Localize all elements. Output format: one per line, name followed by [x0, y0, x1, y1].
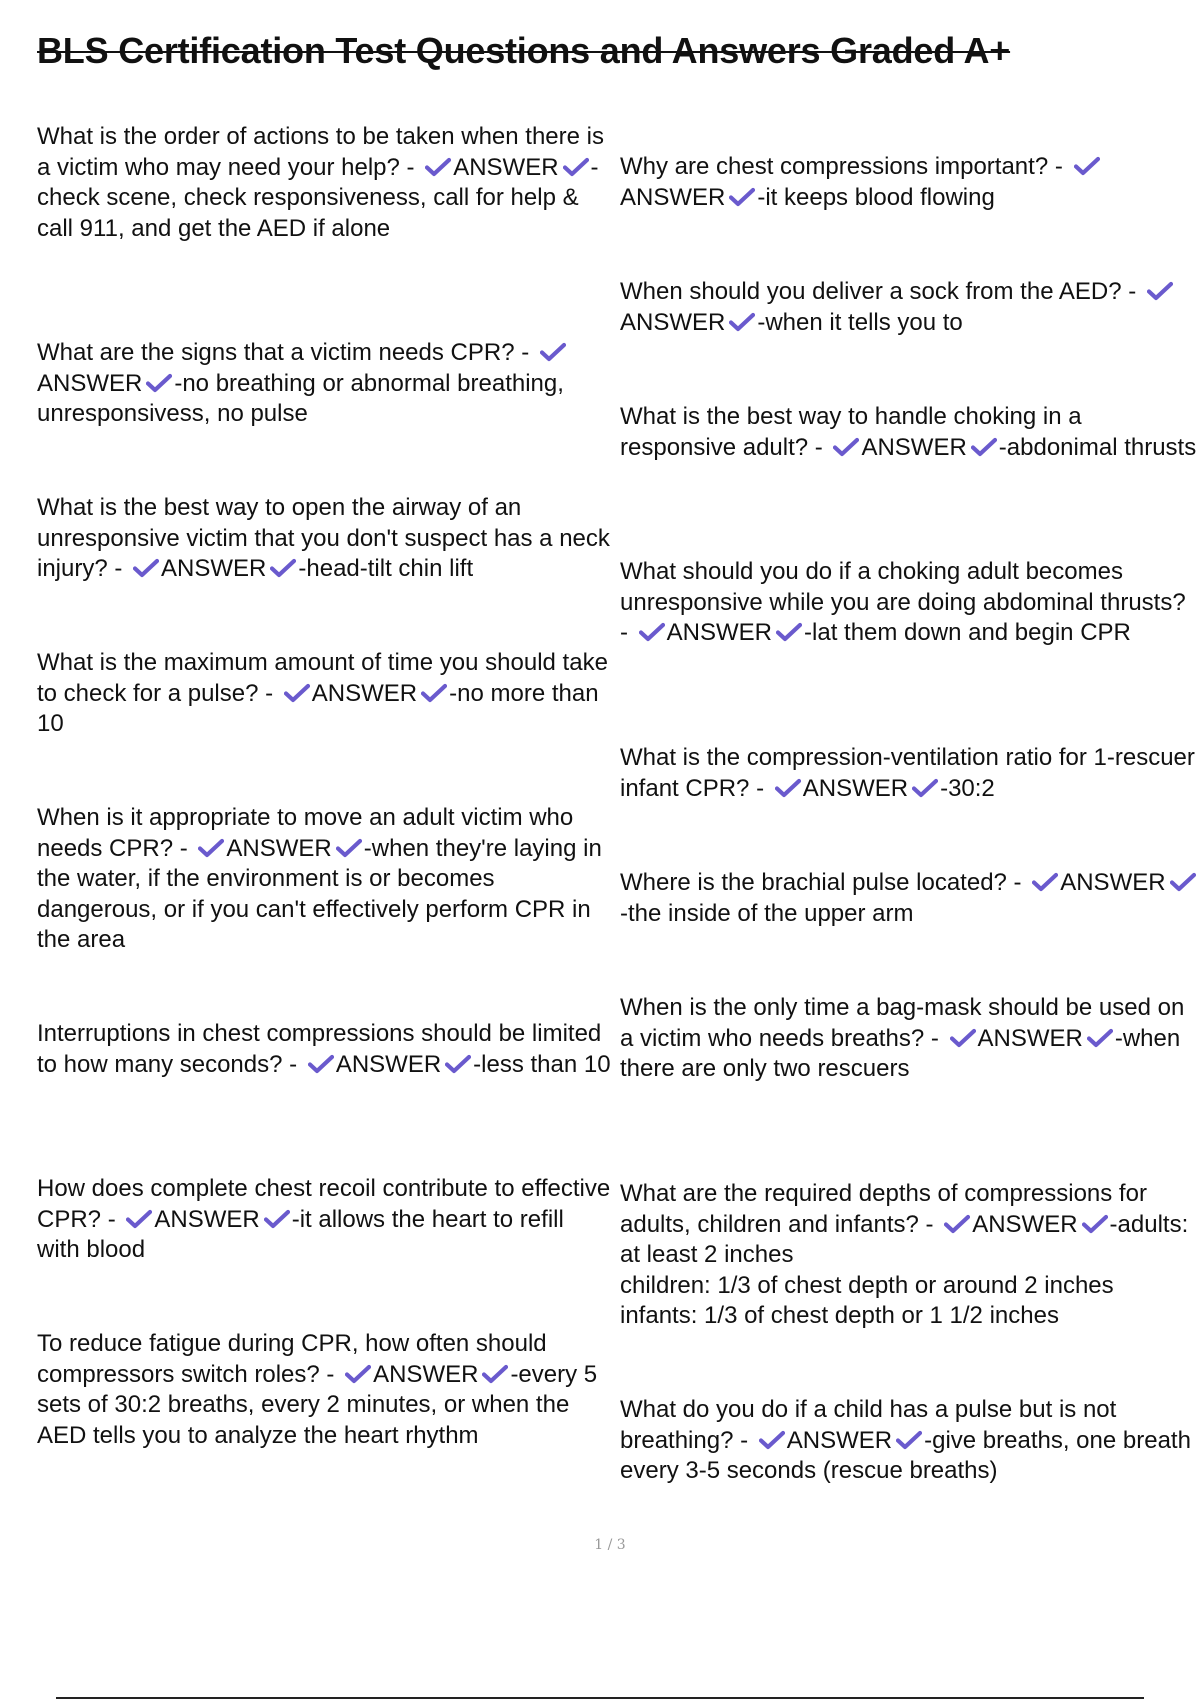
qa-item	[620, 152, 1200, 213]
question-text: When is it appropriate to move an adult victim who needs CPR? -	[37, 804, 574, 862]
answer-label: ANSWER	[786, 1426, 893, 1454]
answer-text: -no breathing or abnormal breathing, unresponsivess, no pulse	[37, 369, 564, 427]
qa-item	[620, 1395, 1200, 1487]
answer-text: -every 5 sets of 30:2 breaths, every 2 minutes, or when the AED tells you to analyze the heart rhythm	[37, 1360, 598, 1449]
qa-item	[620, 743, 1200, 804]
answer-label: ANSWER	[373, 1360, 479, 1388]
answer-label: ANSWER	[37, 369, 143, 397]
checkmark-icon	[950, 1028, 976, 1048]
checkmark-icon	[270, 558, 296, 578]
qa-item	[37, 1329, 612, 1451]
qa-item	[620, 277, 1200, 338]
answer-label: ANSWER	[666, 619, 773, 646]
question-text: What is the best way to handle choking in a responsive adult? -	[620, 403, 1082, 461]
page-number: 1 / 3	[594, 1537, 626, 1553]
answer-label: ANSWER	[161, 555, 267, 582]
qa-item	[37, 1019, 612, 1080]
answer-text: -no more than 10	[37, 679, 599, 737]
answer-text: -when there are only two rescuers	[620, 1024, 1181, 1082]
qa-item	[37, 648, 612, 740]
answer-text: -abdonimal thrusts	[998, 433, 1197, 461]
checkmark-icon	[912, 778, 938, 798]
question-text: To reduce fatigue during CPR, how often should compressors switch roles? -	[37, 1330, 547, 1388]
question-text: What is the maximum amount of time you should take to check for a pulse? -	[37, 649, 608, 707]
checkmark-icon	[759, 1430, 785, 1450]
answer-text: -lat them down and begin CPR	[804, 619, 1131, 646]
qa-item	[620, 402, 1200, 463]
checkmark-icon	[833, 437, 859, 457]
checkmark-icon	[971, 437, 997, 457]
checkmark-icon	[639, 622, 665, 642]
qa-item	[620, 1179, 1200, 1332]
checkmark-icon	[336, 838, 362, 858]
checkmark-icon	[896, 1430, 922, 1450]
qa-item	[37, 493, 612, 585]
question-text: What do you do if a child has a pulse but is not breathing? -	[620, 1396, 1117, 1454]
answer-label: ANSWER	[453, 153, 559, 181]
checkmark-icon	[1170, 872, 1196, 892]
question-text: Interruptions in chest compressions should be limited to how many seconds? -	[37, 1020, 602, 1078]
answer-text: -less than 10	[473, 1050, 611, 1078]
answer-text: -when it tells you to	[757, 308, 963, 336]
answer-label: ANSWER	[335, 1050, 442, 1078]
question-text: What is the compression-ventilation ratio for 1-rescuer infant CPR? -	[620, 744, 1195, 802]
checkmark-icon	[345, 1364, 371, 1384]
bottom-divider	[56, 1697, 1144, 1699]
checkmark-icon	[1074, 156, 1100, 176]
question-text: What should you do if a choking adult becomes unresponsive while you are doing abdominal thrusts? -	[620, 558, 1186, 646]
answer-label: ANSWER	[620, 308, 726, 336]
qa-item	[37, 122, 612, 244]
question-text: What is the order of actions to be taken when there is a victim who may need your help? -	[37, 123, 604, 181]
checkmark-icon	[264, 1209, 290, 1229]
qa-item	[620, 557, 1200, 649]
checkmark-icon	[425, 157, 451, 177]
answer-label: ANSWER	[802, 774, 909, 802]
checkmark-icon	[1032, 872, 1058, 892]
checkmark-icon	[482, 1364, 508, 1384]
answer-text: -the inside of the upper arm	[620, 899, 914, 927]
question-text: What are the signs that a victim needs CPR? -	[37, 339, 530, 366]
answer-label: ANSWER	[154, 1205, 260, 1233]
answer-text: -check scene, check responsiveness, call for help & call 911, and get the AED if alone	[37, 153, 599, 242]
question-text: Why are chest compressions important? -	[620, 153, 1063, 180]
answer-label: ANSWER	[977, 1024, 1083, 1052]
checkmark-icon	[1082, 1214, 1108, 1234]
question-text: What is the best way to open the airway of an unresponsive victim that you don't suspect has a neck injury? -	[37, 494, 610, 582]
answer-text: -it allows the heart to refill with blood	[37, 1205, 564, 1263]
question-text: How does complete chest recoil contribute to effective CPR? -	[37, 1175, 611, 1233]
answer-text: -give breaths, one breath every 3-5 seconds (rescue breaths)	[620, 1426, 1191, 1484]
checkmark-icon	[421, 683, 447, 703]
checkmark-icon	[944, 1214, 970, 1234]
checkmark-icon	[308, 1054, 334, 1074]
document-title: BLS Certification Test Questions and Answers Graded A+	[37, 30, 1011, 71]
checkmark-icon	[1147, 281, 1173, 301]
answer-label: ANSWER	[972, 1210, 1078, 1238]
checkmark-icon	[126, 1209, 152, 1229]
answer-text: -head-tilt chin lift	[298, 555, 474, 582]
question-text: When should you deliver a sock from the AED? -	[620, 278, 1137, 305]
checkmark-icon	[776, 622, 802, 642]
answer-label: ANSWER	[620, 183, 726, 211]
checkmark-icon	[563, 157, 589, 177]
qa-item	[37, 803, 612, 956]
checkmark-icon	[133, 558, 159, 578]
checkmark-icon	[284, 683, 310, 703]
answer-label: ANSWER	[1060, 869, 1166, 896]
question-text: Where is the brachial pulse located? -	[620, 869, 1022, 896]
answer-text: -30:2	[940, 774, 995, 802]
answer-text: -it keeps blood flowing	[757, 183, 995, 211]
checkmark-icon	[775, 778, 801, 798]
question-text: What are the required depths of compressions for adults, children and infants? -	[620, 1180, 1147, 1238]
question-text: When is the only time a bag-mask should be used on a victim who needs breaths? -	[620, 994, 1185, 1052]
checkmark-icon	[1087, 1028, 1113, 1048]
qa-item	[620, 993, 1200, 1085]
answer-text: -adults: at least 2 inches children: 1/3 of chest depth or around 2 inches infants: 1/3 of chest depth or 1 1/2 inches	[620, 1210, 1189, 1329]
checkmark-icon	[729, 187, 755, 207]
checkmark-icon	[540, 342, 566, 362]
answer-text: -when they're laying in the water, if the environment is or becomes dangerous, or if you can't effectively perform CPR in the area	[37, 834, 602, 953]
answer-label: ANSWER	[861, 433, 967, 461]
checkmark-icon	[729, 312, 755, 332]
qa-item	[37, 338, 612, 430]
answer-label: ANSWER	[311, 679, 418, 707]
qa-item	[37, 1174, 612, 1266]
checkmark-icon	[146, 373, 172, 393]
checkmark-icon	[445, 1054, 471, 1074]
answer-label: ANSWER	[226, 834, 332, 862]
checkmark-icon	[198, 838, 224, 858]
qa-item	[620, 868, 1200, 929]
